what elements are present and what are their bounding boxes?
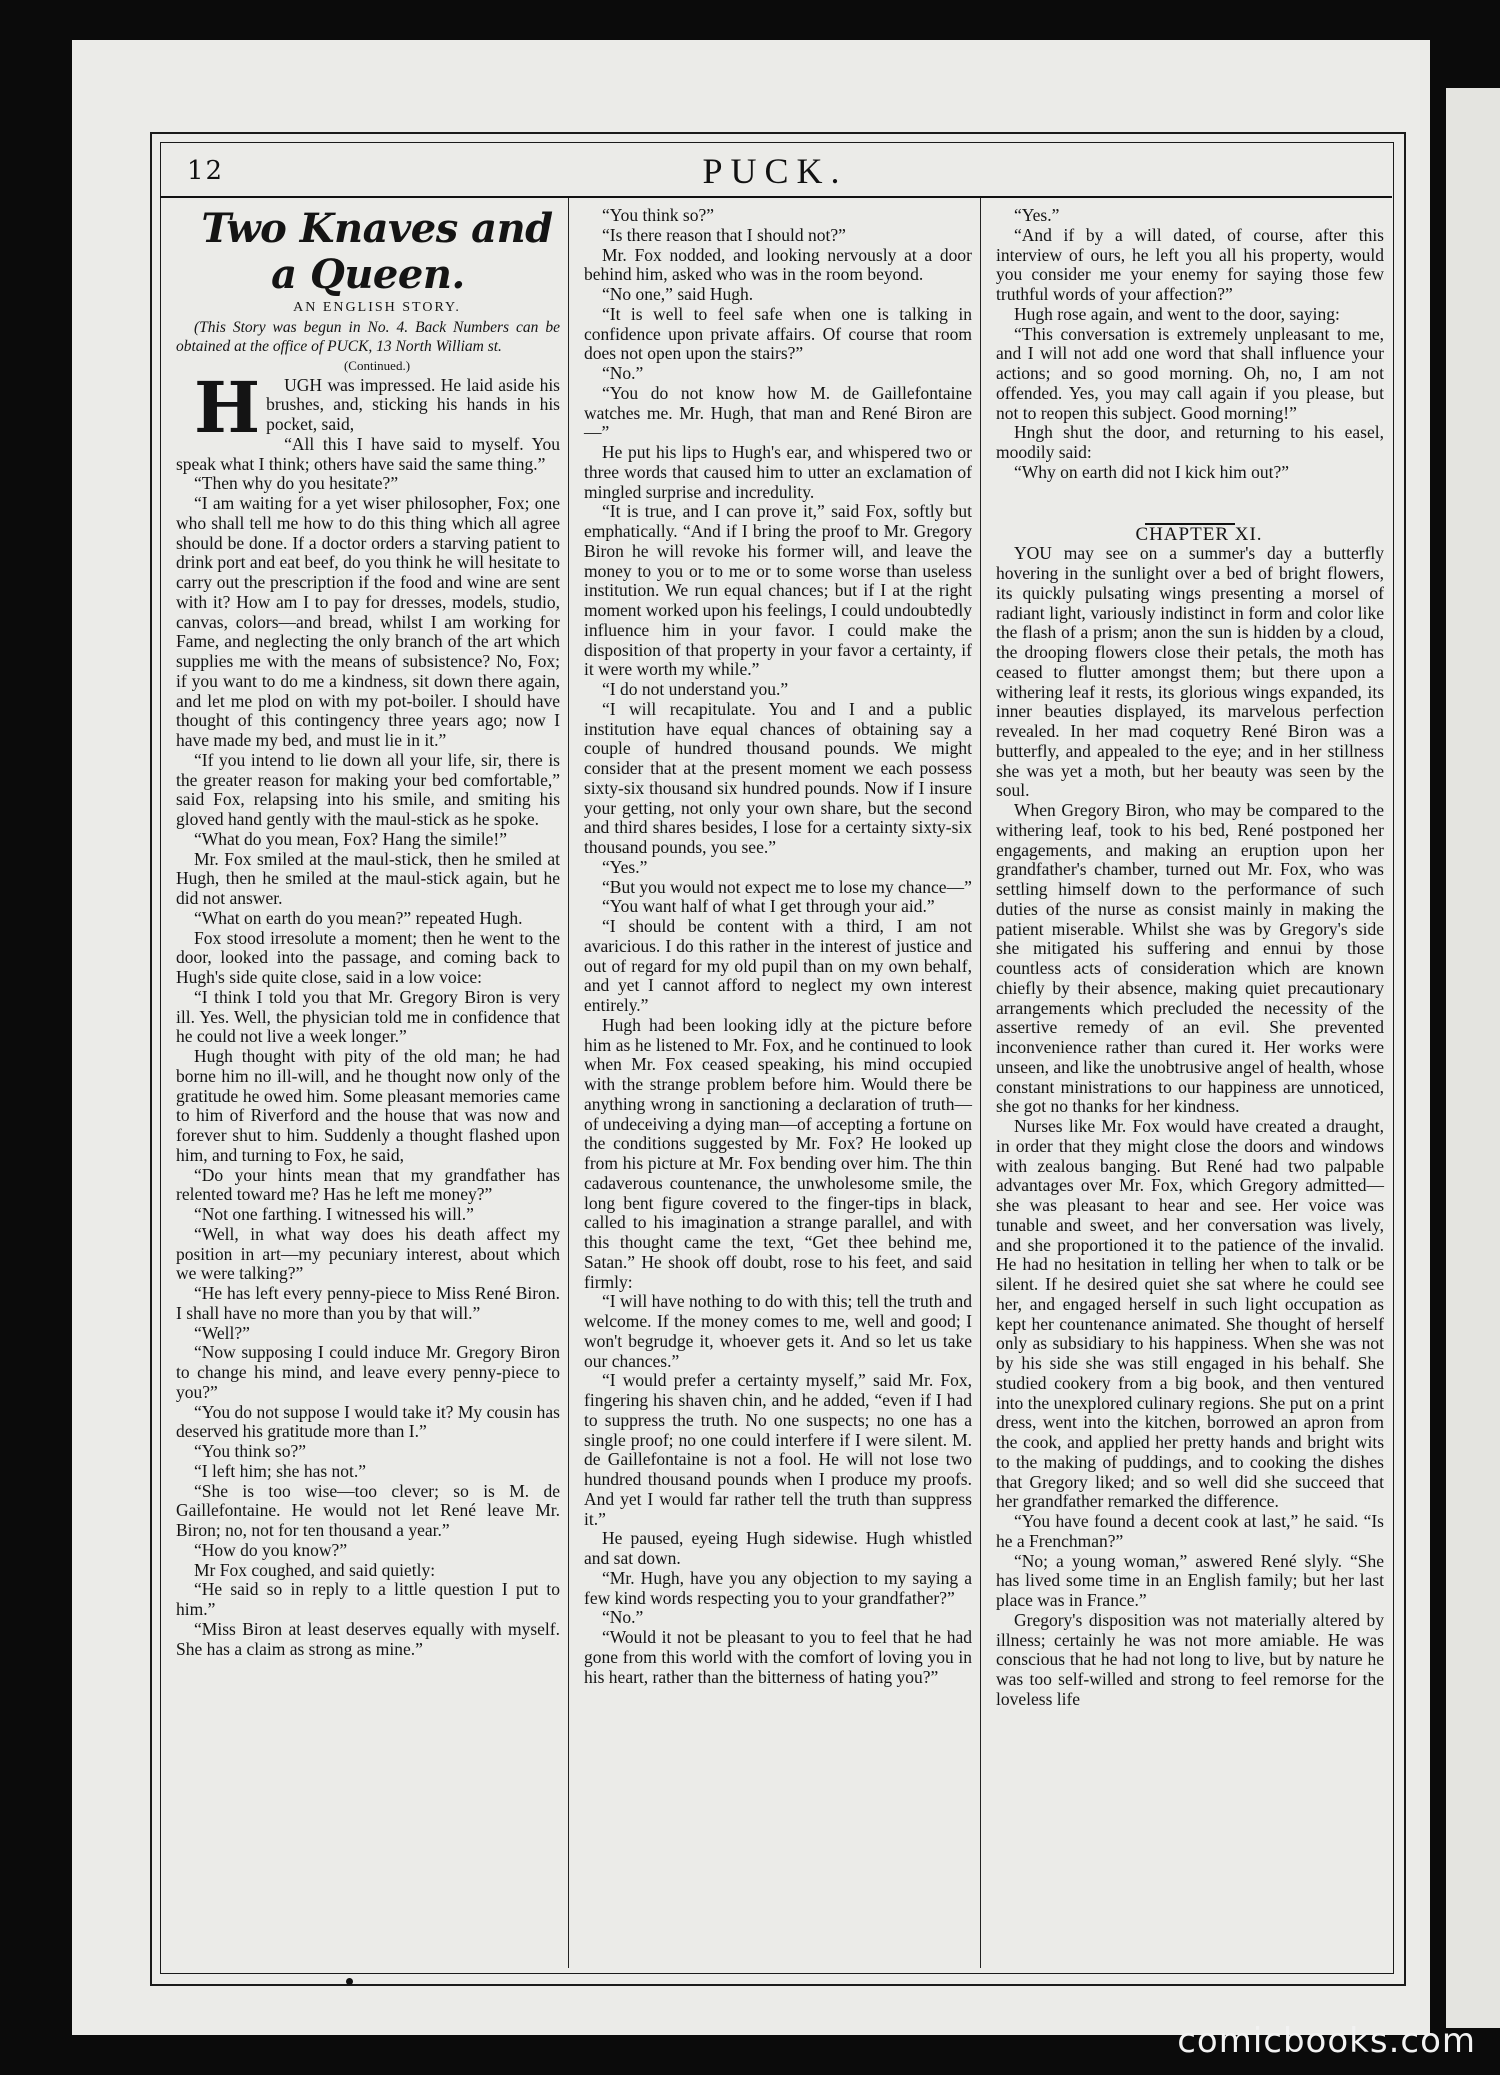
- paragraph: “I do not understand you.”: [602, 679, 789, 699]
- column-3-paragraphs-top: [996, 206, 1384, 483]
- paragraph: When Gregory Biron, who may be compared to the withering leaf, took to his bed, René postponed her engagements, and making an eruption upon her grandfather's chamber, turned out Mr. Fox, who was settling himself down to the performance of such duties of the nurse as consist mainly in making the patient miserable. Whilst she was by Gregory's side she mitigated his suffering and ennui by those countless acts of consideration which are known chiefly by their absence, making quiet precautionary arrangements which precluded the necessity of the assertive remedy of an evil. She prevented inconvenience rather than cured it. Her works were unseen, and like the unobtrusive angel of health, whose constant ministrations to our happiness are unnoticed, she got no thanks for her kindness.: [996, 800, 1384, 1117]
- paragraph: “If you intend to lie down all your life, sir, there is the greater reason for making your bed comfortable,” said Fox, relapsing into his smile, and smiting his gloved hand gently with the maul-stick as he spoke.: [176, 749, 560, 829]
- paragraph: “Now supposing I could induce Mr. Gregory Biron to change his mind, and leave every penny-piece to you?”: [176, 1342, 560, 1402]
- adjacent-page-strip: [1446, 88, 1500, 2028]
- paragraph: Hugh rose again, and went to the door, saying:: [1014, 303, 1340, 324]
- paragraph: He put his lips to Hugh's ear, and whispered two or three words that caused him to utter an exclamation of mingled surprise and incredulity.: [584, 442, 972, 502]
- paragraph: He paused, eyeing Hugh sidewise. Hugh whistled and sat down.: [584, 1528, 972, 1568]
- paragraph: “No.”: [602, 363, 644, 383]
- paragraph: “What on earth do you mean?” repeated Hugh.: [194, 907, 523, 928]
- paragraph: YOU may see on a summer's day a butterfly hovering in the sunlight over a bed of bright flowers, its quickly pulsating wings presenting a morsel of radiant light, variously indistinct in form and color like the flash of a prism; anon the sun is hidden by a cloud, the drooping flowers close their petals, the moth has ceased to flutter amongst them; but there upon a withering leaf it rests, its glorious wings expanded, its inner beauties displayed, its marvelous perfection revealed. In her mad coquetry René Biron was a butterfly, and appealed to the eye; and in her stillness she was yet a moth, but her beauty was seen by the soul.: [996, 543, 1384, 801]
- paragraph: “Not one farthing. I witnessed his will.”: [194, 1204, 474, 1224]
- paragraph: “You have found a decent cook at last,” he said. “Is he a Frenchman?”: [996, 1511, 1384, 1551]
- story-subtitle: AN ENGLISH STORY.: [293, 300, 461, 315]
- paragraph: “You do not suppose I would take it? My cousin has deserved his gratitude more than I.”: [176, 1401, 560, 1442]
- paragraph: “What do you mean, Fox? Hang the simile!”: [194, 828, 507, 849]
- paragraph: “Well, in what way does his death affect my position in art—my pecuniary interest, about which we were talking?”: [176, 1223, 560, 1284]
- paragraph: “But you would not expect me to lose my chance—”: [602, 876, 972, 897]
- page-number: 12: [187, 156, 225, 186]
- paragraph: “You think so?”: [602, 205, 714, 225]
- paragraph: “No.”: [602, 1607, 644, 1628]
- paragraph: “I think I told you that Mr. Gregory Biron is very ill. Yes. Well, the physician told me in confidence that he could not live a week longer.”: [176, 986, 560, 1047]
- paragraph: Mr Fox coughed, and said quietly:: [194, 1559, 436, 1580]
- chapter-heading: CHAPTER XI.: [1135, 523, 1263, 545]
- paragraph: “Then why do you hesitate?”: [194, 473, 399, 494]
- paragraph: “This conversation is extremely unpleasant to me, and I will not add one word that shall influence your actions; and so good morning. Oh, no, I am not offended. Yes, you may call again if you please, but not to reopen this subject. Good morning!”: [996, 323, 1384, 423]
- paragraph: “He has left every penny-piece to Miss René Biron. I shall have no more than you by that will.”: [176, 1283, 560, 1323]
- paragraph: “Mr. Hugh, have you any objection to my saying a few kind words respecting you to your grandfather?”: [584, 1567, 972, 1608]
- paragraph: Fox stood irresolute a moment; then he went to the door, looked into the passage, and coming back to Hugh's side quite close, said in a low voice:: [176, 927, 560, 987]
- paragraph: “Do your hints mean that my grandfather has relented toward me? Has he left me money?”: [176, 1164, 560, 1205]
- paragraph: “I left him; she has not.”: [194, 1460, 367, 1481]
- back-numbers-note: (This Story was begun in No. 4. Back Numbers can be obtained at the office of PUCK, 13 North William st.: [176, 318, 560, 355]
- paragraph: Gregory's disposition was not materially altered by illness; certainly he was not more amiable. He was conscious that he had not long to live, but by nature he was too self-willed and strong to feel remorse for the loveless life: [996, 1609, 1384, 1709]
- paragraph: “You do not know how M. de Gaillefontaine watches me. Mr. Hugh, that man and René Biron are—”: [584, 382, 972, 443]
- paragraph: “It is well to feel safe when one is talking in confidence upon private affairs. Of course that room does not open upon the stairs?”: [584, 303, 972, 364]
- column-1-paragraphs: [176, 435, 560, 1660]
- continued-label: (Continued.): [343, 357, 411, 373]
- column-2-paragraphs: [584, 206, 972, 1687]
- paragraph: “He said so in reply to a little question I put to him.”: [176, 1579, 560, 1619]
- paragraph: “Yes.”: [602, 856, 648, 877]
- paragraph: “You think so?”: [194, 1441, 306, 1461]
- paragraph: “And if by a will dated, of course, after this interview of ours, he left you all his property, would you consider me your enemy for saying those few truthful words of your affection?”: [996, 224, 1384, 304]
- paragraph: “Is there reason that I should not?”: [602, 224, 846, 245]
- paragraph: “Yes.”: [1014, 205, 1060, 225]
- paragraph: “No; a young woman,” aswered René slyly. “She has lived some time in an English family; but her last place was in France.”: [996, 1550, 1384, 1610]
- paragraph: “I should be content with a third, I am not avaricious. I do this rather in the interest of justice and out of regard for my old pupil than on my own behalf, and yet I cannot afford to neglect my own interest entirely.”: [584, 916, 972, 1015]
- paragraph: “It is true, and I can prove it,” said Fox, softly but emphatically. “And if I bring the proof to Mr. Gregory Biron he will revoke his former will, and leave the money to you or to me or to some worse than useless institution. We run equal chances; but if I at the right moment worked upon his feelings, I could undoubtedly influence him in your favor. I could make the disposition of that property in your favor a certainty, if it were worth my while.”: [584, 501, 972, 680]
- column-3: [996, 206, 1384, 1710]
- paragraph: “Well?”: [194, 1322, 250, 1343]
- watermark: comicbooks.com: [1177, 2021, 1476, 2061]
- header-rule: [160, 196, 1392, 198]
- paragraph: Nurses like Mr. Fox would have created a draught, in order that they might close the doors and windows with zealous banging. But René had two palpable advantages over Mr. Fox, which Gregory admitted—she was pleasant to hear and see. Her voice was tunable and sweet, and her conversation was lively, and she proportioned it to the patience of the invalid. He had no hesitation in telling her when to talk or be silent. If he desired quiet she sat where he could see her, and engaged herself in such light occupation as kept her countenance animated. She thought of herself only as subsidiary to his happiness. When she was not by his side she was still engaged in his behalf. She studied cookery from a big book, and then ventured into the unexplored culinary regions. She put on a print dress, went into the kitchen, borrowed an apron from the cook, and applied her pretty hands and bright wits to the making of puddings, and to cooking the dishes that Gregory liked; and so well did she succeed that her grandfather remarked the difference.: [996, 1116, 1384, 1512]
- paragraph: “How do you know?”: [194, 1539, 348, 1560]
- paragraph: Hugh had been looking idly at the picture before him as he listened to Mr. Fox, and he continued to look when Mr. Fox ceased speaking, his mind occupied with the strange problem before him. Would there be anything wrong in sanctioning a declaration of truth—of undeceiving a dying man—of accepting a fortune on the conditions suggested by Mr. Fox? He looked up from his picture at Mr. Fox bending over him. The thin cadaverous countenance, the unwholesome smile, the long bent figure covered to the finger-tips in black, called to his imagination a strange parallel, and with this thought came the text, “Get thee behind me, Satan.” He shook off doubt, rose to his feet, and said firmly:: [584, 1014, 972, 1292]
- paragraph: “She is too wise—too clever; so is M. de Gaillefontaine. He would not let René leave Mr. Biron; no, not for ten thousand a year.”: [176, 1480, 560, 1540]
- paragraph: “No one,” said Hugh.: [602, 284, 754, 304]
- drop-cap: H: [194, 365, 261, 449]
- column-end-ornament: [346, 1978, 353, 1985]
- column-2: [584, 206, 972, 1687]
- column-1: [176, 206, 560, 1659]
- paragraph: “I will recapitulate. You and I and a public institution have equal chances of obtaining say a couple of hundred thousand pounds. We might consider that at the present moment we each possess sixty-six thousand six hundred pounds. Now if I insure your getting, not only your own share, but the second and third shares besides, I lose for a certainty sixty-six thousand pounds, you see.”: [584, 698, 972, 857]
- column-rule-1: [568, 198, 569, 1968]
- paragraph: “Why on earth did not I kick him out?”: [1014, 461, 1290, 482]
- paragraph: “I will have nothing to do with this; tell the truth and welcome. If the money comes to me, well and good; I won't begrudge it, whoever gets it. And so let us take our chances.”: [584, 1291, 972, 1371]
- paragraph: “All this I have said to myself. You speak what I think; others have said the same thing.”: [176, 433, 560, 474]
- paragraph: “You want half of what I get through your aid.”: [602, 896, 935, 917]
- paragraph: Hugh thought with pity of the old man; he had borne him no ill-will, and he thought now only of the gratitude he owed him. Some pleasant memories came to him of Riverford and the house that was now and forever shut to him. Suddenly a thought flashed upon him, and turning to Fox, he said,: [176, 1046, 560, 1165]
- paragraph: “I am waiting for a yet wiser philosopher, Fox; one who shall tell me how to do this thing which all agree should be done. If a doctor orders a starving patient to drink port and eat beef, do you think he will hesitate to carry out the prescription if the food and wine are sent with it? How am I to pay for dresses, models, studio, canvas, colors—and bread, whilst I am working for Fame, and neglecting the only branch of the art which supplies me with the means of subsistence? No, Fox; if you want to do me a kindness, sit down there again, and let me plod on with my pot-boiler. I should have thought of this contingency three years ago; now I have made my bed, and must lie in it.”: [176, 493, 560, 750]
- column-rule-2: [980, 198, 981, 1968]
- paragraph: Mr. Fox nodded, and looking nervously at a door behind him, asked who was in the room beyond.: [584, 244, 972, 285]
- page-header: [175, 150, 1375, 196]
- paragraph: “I would prefer a certainty myself,” said Mr. Fox, fingering his shaven chin, and he added, “even if I had to suppress the truth. No one suspects; no one has a single proof; no one could interfere if I were silent. M. de Gaillefontaine is not a fool. He will not lose two hundred thousand pounds when I produce my proofs. And yet I would far rather tell the truth than suppress it.”: [584, 1370, 972, 1529]
- paragraph: Hngh shut the door, and returning to his easel, moodily said:: [996, 422, 1384, 462]
- masthead: PUCK.: [702, 151, 848, 191]
- paragraph: “Miss Biron at least deserves equally with myself. She has a claim as strong as mine.”: [176, 1618, 560, 1659]
- story-title: Two Knaves and a Queen.: [201, 205, 553, 298]
- paragraph: Mr. Fox smiled at the maul-stick, then he smiled at Hugh, then he smiled at the maul-stick again, but he did not answer.: [176, 848, 560, 908]
- column-3-paragraphs-bottom: [996, 544, 1384, 1709]
- opening-text: UGH was impressed. He laid aside his brushes, and, sticking his hands in his pocket, said,: [266, 374, 560, 434]
- paragraph: “Would it not be pleasant to you to feel that he had gone from this world with the comfort of loving you in his heart, rather than the bitterness of hating you?”: [584, 1627, 972, 1687]
